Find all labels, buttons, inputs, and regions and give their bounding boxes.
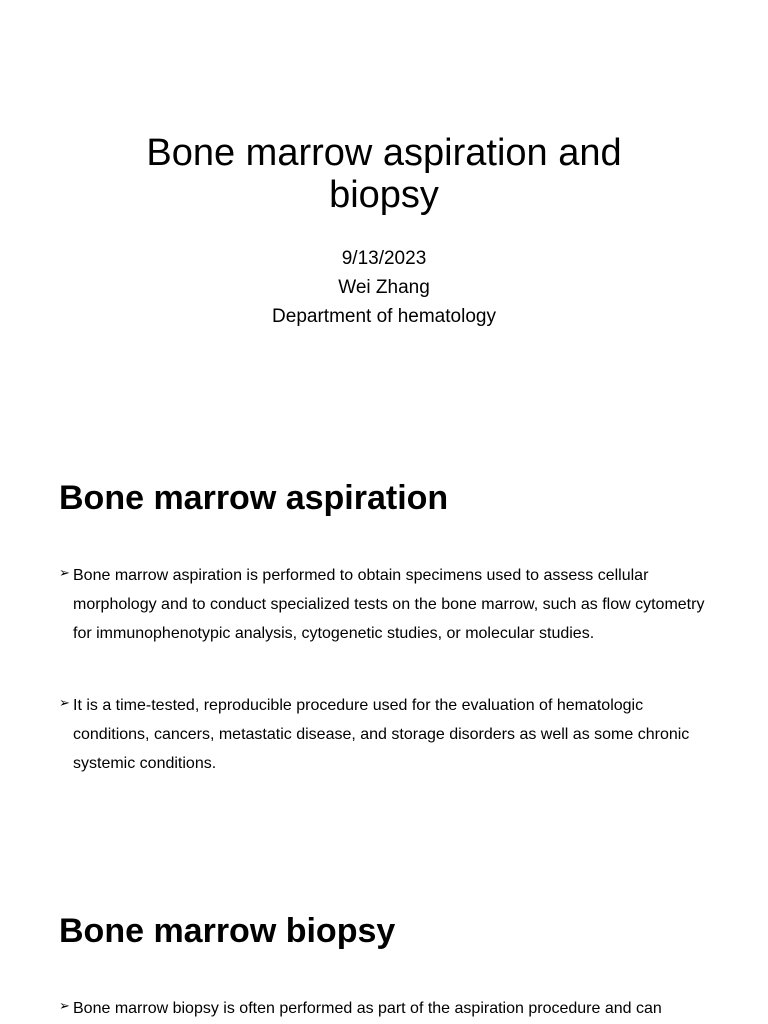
title-meta <box>0 244 768 331</box>
section-heading: Bone marrow aspiration <box>59 479 449 517</box>
section-bone-marrow-aspiration <box>59 478 719 779</box>
section-bone-marrow-biopsy <box>59 911 719 1024</box>
section-heading: Bone marrow biopsy <box>59 912 396 950</box>
department-name: Department of hematology <box>272 306 496 327</box>
bullet-text: Bone marrow aspiration is performed to obtain specimens used to assess cellular morphology and to conduct specialized tests on the bone marrow, such as flow cytometry for immunophenotypic analysis, cytogenetic studies, or molecular studies. <box>73 567 705 642</box>
document-title: Bone marrow aspiration and biopsy <box>146 132 622 216</box>
bullet-item <box>59 995 719 1024</box>
arrow-bullet-icon: ➢ <box>59 566 70 581</box>
presentation-date: 9/13/2023 <box>341 248 427 269</box>
title-slide <box>0 132 768 331</box>
author-name: Wei Zhang <box>338 277 430 298</box>
bullet-item <box>59 562 719 648</box>
arrow-bullet-icon: ➢ <box>59 999 70 1014</box>
arrow-bullet-icon: ➢ <box>59 696 70 712</box>
bullet-list <box>59 995 719 1024</box>
bullet-text: It is a time-tested, reproducible procedure used for the evaluation of hematologic conditions, cancers, metastatic disease, and storage disorders as well as some chronic systemic conditions. <box>73 697 690 772</box>
bullet-text: Bone marrow biopsy is often performed as part of the aspiration procedure and can <box>73 1000 662 1017</box>
bullet-list <box>59 562 719 779</box>
bullet-item <box>59 692 719 778</box>
